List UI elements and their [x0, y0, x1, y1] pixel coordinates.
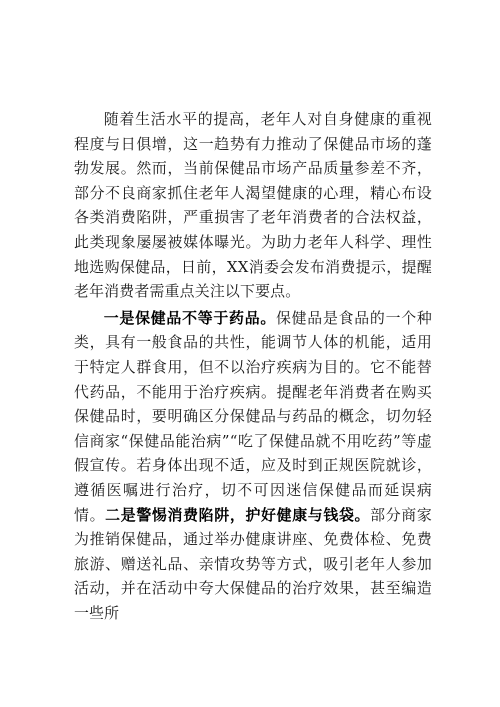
intro-text: 随着生活水平的提高，老年人对自身健康的重视程度与日俱增，这一趋势有力推动了保健品市场的蓬勃发展。然而，当前保健品市场产品质量参差不齐，部分不良商家抓住老年人渴望健康的心理，精心布设各类消费陷阱，严重损害了老年消费者的合法权益，此类现象屡屡被媒体曝光。为助力老年人科学、理性地选购保健品，日前，XX消委会发布消费提示，提醒老年消费者需重点关注以下要点。 [74, 110, 432, 301]
paragraph-points [74, 306, 432, 626]
point-two-heading: 二是警惕消费陷阱，护好健康与钱袋。 [105, 505, 371, 524]
paragraph-intro [74, 107, 432, 304]
point-one-heading: 一是保健品不等于药品。 [103, 308, 276, 327]
point-one-text: 保健品是食品的一个种类，具有一般食品的共性，能调节人体的机能，适用于特定人群食用，但不以治疗疾病为目的。它不能替代药品，不能用于治疗疾病。提醒老年消费者在购买保健品时，要明确区分保健品与药品的概念，切勿轻信商家“保健品能治病”“吃了保健品就不用吃药”等虚假宣传。若身体出现不适，应及时到正规医院就诊，遵循医嘱进行治疗，切不可因迷信保健品而延误病情。 [74, 308, 432, 524]
point-two-text: 部分商家为推销保健品，通过举办健康讲座、免费体检、免费旅游、赠送礼品、亲情攻势等方式，吸引老年人参加活动，并在活动中夸大保健品的治疗效果，甚至编造一些所 [74, 505, 432, 622]
document-body [74, 107, 432, 625]
